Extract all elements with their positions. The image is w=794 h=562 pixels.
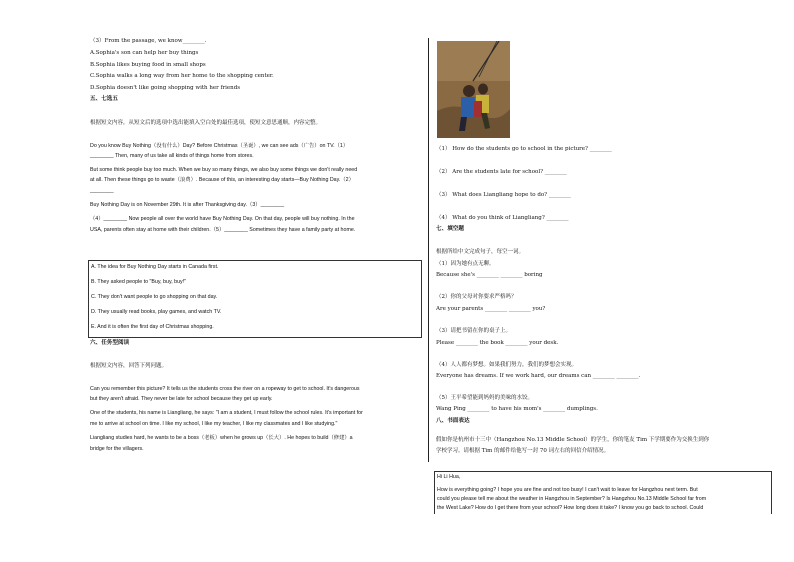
box-option-e: E. And it is often the first day of Christmas shopping. — [91, 324, 214, 330]
passage5-line: ________ Then, many of us take all kinds of things home from stores. — [90, 153, 254, 159]
fill-item-en: Are your parents ________ ________ you? — [436, 306, 546, 312]
passage6-line: Liangliang studies hard, he wants to be a boss（老板）when he grows up（长大）. He hopes to build（修建）a — [90, 435, 353, 441]
question-3: （3）From the passage, we know________. — [90, 38, 207, 44]
task-question-1: （1） How do the students go to school in the picture? ________ — [436, 146, 612, 152]
fill-item-cn: （5）王平希望能到妈妈的美味的水饺。 — [436, 395, 534, 401]
letter-box — [434, 471, 772, 514]
option-a: A.Sophia's son can help her buy things — [90, 50, 199, 56]
column-divider — [428, 38, 429, 462]
box-option-c: C. They don't want people to go shopping on that day. — [91, 294, 218, 300]
section5-title: 五、七选五 — [90, 96, 118, 102]
passage5-line: （4）________ Now people all over the world have Buy Nothing Day. On that day, people will buy nothing. In the — [90, 216, 355, 222]
passage5-line: USA, parents often stay at home with their children.（5）________ Sometimes they have a family party at home. — [90, 227, 356, 233]
task-question-3: （3） What does Liangliang hope to do? ________ — [436, 192, 571, 198]
section8-prompt: 假如你是杭州市十三中（Hangzhou No.13 Middle School）的学生，你的笔友 Tim 下学期要作为交换生到你 — [436, 437, 710, 443]
passage6-line: One of the students, his name is Liangliang, he says: "I am a student, I must follow the school rules. It's important for — [90, 410, 363, 416]
section7-instruction: 根据所给中文完成句子，每空一词。 — [436, 249, 525, 255]
passage6-line: Can you remember this picture? It tells us the students cross the river on a ropeway to get to school. It's dangerous — [90, 386, 360, 392]
box-option-d: D. They usually read books, play games, and watch TV. — [91, 309, 222, 315]
fill-item-cn: （4）人人都有梦想。如果我们努力，我们的梦想会实现。 — [436, 362, 578, 368]
left-column — [90, 0, 420, 562]
fill-item-cn: （1）因为她有点无聊。 — [436, 261, 495, 267]
option-b: B.Sophia likes buying food in small shops — [90, 62, 206, 68]
box-option-a: A. The idea for Buy Nothing Day starts in Canada first. — [91, 264, 219, 270]
passage6-line: but they aren't afraid. They never be late for school because they get up early. — [90, 396, 273, 402]
box-option-b: B. They asked people to "Buy, buy, buy!" — [91, 279, 187, 285]
section5-instruction: 根据短文内容，从短文后的选项中选出能填入空白处的最佳选项，使短文意思通顺，内容完整。 — [90, 120, 322, 126]
section6-instruction: 根据短文内容，回答下列问题。 — [90, 363, 168, 369]
section8-title: 八、书面表达 — [436, 418, 470, 424]
section8-prompt: 学校学习。请根据 Tim 的邮件给他写一封 70 词左右的回信介绍情况。 — [436, 448, 610, 454]
fill-item-en: Everyone has dreams. If we work hard, our dreams can ________ ________. — [436, 373, 641, 379]
section6-title: 六、任务型阅读 — [90, 340, 130, 346]
fill-item-en: Wang Ping ________ to have his mom's ________ dumplings. — [436, 406, 598, 412]
fill-item-cn: （2）你的父母对你要求严格吗？ — [436, 294, 517, 300]
task-question-4: （4） What do you think of Liangliang? ________ — [436, 215, 569, 221]
fill-item-en: Because she's ________ ________ boring — [436, 272, 543, 278]
passage5-line: But some think people buy too much. When we buy so many things, we also buy some things we don't really need — [90, 167, 358, 173]
passage5-line: at all. Then these things go to waste（浪费）. Because of this, an interesting day starts—Buy Nothing Day.（2） — [90, 177, 354, 183]
letter-line: How is everything going? I hope you are fine and not too busy! I can't wait to leave for Hangzhou next term. But — [437, 487, 698, 493]
option-d: D.Sophia doesn't like going shopping with her friends — [90, 85, 241, 91]
passage6-line: me to arrive at school on time. I like my school, I like my teacher, I like my classmates and I like studying." — [90, 421, 338, 427]
passage5-line: Do you know Buy Nothing（没有什么）Day? Before Christmas（圣诞）, we can see ads（广告）on TV.（1） — [90, 143, 349, 149]
section7-title: 七、填空题 — [436, 226, 464, 232]
fill-item-cn: （3）请把书留在你的桌子上。 — [436, 328, 512, 334]
passage5-line: ________ — [90, 188, 114, 194]
letter-greeting: Hi Li Hua, — [437, 474, 461, 480]
passage6-line: bridge for the villagers. — [90, 446, 144, 452]
fill-item-en: Please ________ the book ________ your desk. — [436, 340, 559, 346]
task-question-2: （2） Are the students late for school? ________ — [436, 169, 567, 175]
letter-line: the West Lake? How do I get there from your school? How long does it take? I know you go back to school. Could — [437, 505, 704, 511]
options-box — [88, 260, 422, 338]
option-c: C.Sophia walks a long way from her home to the shopping center. — [90, 73, 274, 79]
passage5-line: Buy Nothing Day is on November 29th. It is after Thanksgiving day.（3）________ — [90, 202, 285, 208]
letter-line: could you please tell me about the weather in Hangzhou in September? Is Hangzhou No.13 Middle School far from — [437, 496, 707, 502]
right-column — [436, 0, 776, 562]
